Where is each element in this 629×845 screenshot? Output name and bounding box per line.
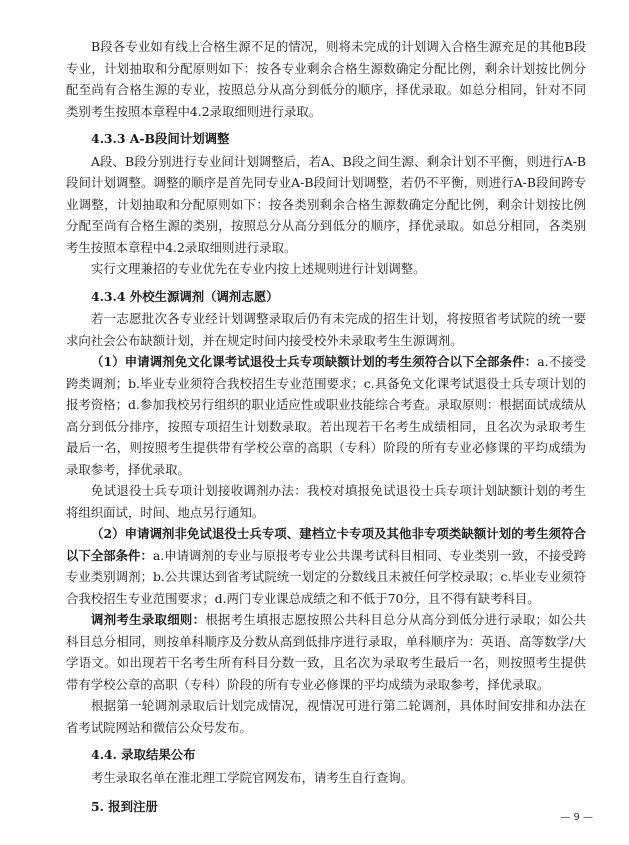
veteran-conditions-heading: （1）申请调剂免文化课考试退役士兵专项缺额计划的考生须符合以下全部条件： [91, 354, 538, 369]
heading-4-4: 4.4. 录取结果公布 [91, 747, 196, 762]
page-content [66, 36, 586, 819]
heading-4-3-3: 4.3.3 A-B段间计划调整 [91, 131, 230, 146]
heading-4-3-4: 4.3.4 外校生源调剂（调剂志愿） [91, 288, 279, 304]
paragraph-b-segment-adjustment: B段各专业如有线上合格生源不足的情况，则将未完成的计划调入合格生源充足的其他B段专业，计划抽取和分配原则如下：按各专业剩余合格生源数确定分配比例，剩余计划按比例分配至尚有合格生源的专业，按照总分从高分到低分的顺序，择优录取。如总分相同，针对不同类别考生按照本章程中4.2录取细则进行录取。 [66, 39, 586, 119]
veteran-conditions-text: a.不接受跨类调剂；b.毕业专业须符合我校招生专业范围要求；c.具备免文化课考试退役士兵专项计划的报考资格；d.参加我校另行组织的职业适应性或职业技能综合考查。录取原则：根据面试成绩从高分到低分排序，按照专项招生计划数录取。若出现若干名考生成绩相同，且名次为录取考生最后一名，则按照考生提供带有学校公章的高职（专科）阶段的所有专业必修课的平均成绩为录取参考，择优录取。 [66, 354, 587, 477]
heading-5: 5. 报到注册 [91, 799, 158, 814]
non-veteran-conditions-heading: （2）申请调剂非免试退役士兵专项、建档立卡专项及其他非专项类缺额计划的考生须符合以下全部条件： [66, 526, 586, 563]
paragraph-arts-science: 实行文理兼招的专业优先在专业内按上述规则进行计划调整。 [91, 261, 426, 276]
admission-rules-text: 根据考生填报志愿按照公共科目总分从高分到低分进行录取；如公共科目总分相同，则按单科顺序及分数从高到低排序进行录取，单科顺序为：英语、高等数学/大学语文。如出现若干名考生所有科目分数一致，且名次为录取考生最后一名，则按照考生提供带有学校公章的高职（专科）阶段的所有专业必修课的平均成绩为录取参考，择优录取。 [66, 612, 587, 692]
paragraph-second-round: 根据第一轮调剂录取后计划完成情况，视情况可进行第二轮调剂，具体时间安排和办法在省考试院网站和微信公众号发布。 [66, 698, 586, 735]
paragraph-non-veteran-conditions [66, 523, 586, 609]
paragraph-external-transfer: 若一志愿批次各专业经计划调整录取后仍有未完成的招生计划，将按照省考试院的统一要求向社会公布缺额计划，并在规定时间内接受校外未录取考生生源调剂。 [66, 311, 586, 348]
non-veteran-conditions-text: a.申请调剂的专业与原报考专业公共课考试科目相同、专业类别一致，不接受跨专业类别调剂；b.公共课达到省考试院统一划定的分数线且未被任何学校录取；c.毕业专业须符合我校招生专业范围要求；d.两门专业课总成绩之和不低于70分，且不得有缺考科目。 [66, 547, 587, 606]
paragraph-ab-adjustment: A段、B段分别进行专业间计划调整后，若A、B段之间生源、剩余计划不平衡，则进行A-B段间计划调整。调整的顺序是首先同专业A-B段间计划调整，若仍不平衡，则进行A-B段间跨专业调整，计划抽取和分配原则如下：按各类别剩余合格生源数确定分配比例，剩余计划按比例分配至尚有合格生源的类别，按照总分从高分到低分的顺序，择优录取。如总分相同，各类别考生按照本章程中4.2录取细则进行录取。 [66, 153, 586, 255]
paragraph-veteran-method: 免试退役士兵专项计划接收调剂办法：我校对填报免试退役士兵专项计划缺额计划的考生将组织面试，时间、地点另行通知。 [66, 483, 586, 520]
paragraph-veteran-conditions [66, 351, 586, 480]
admission-rules-heading: 调剂考生录取细则： [91, 612, 206, 627]
page-number: — 9 — [560, 812, 593, 823]
paragraph-results-publish: 考生录取名单在淮北理工学院官网发布，请考生自行查询。 [91, 769, 414, 785]
paragraph-admission-rules [66, 609, 586, 695]
